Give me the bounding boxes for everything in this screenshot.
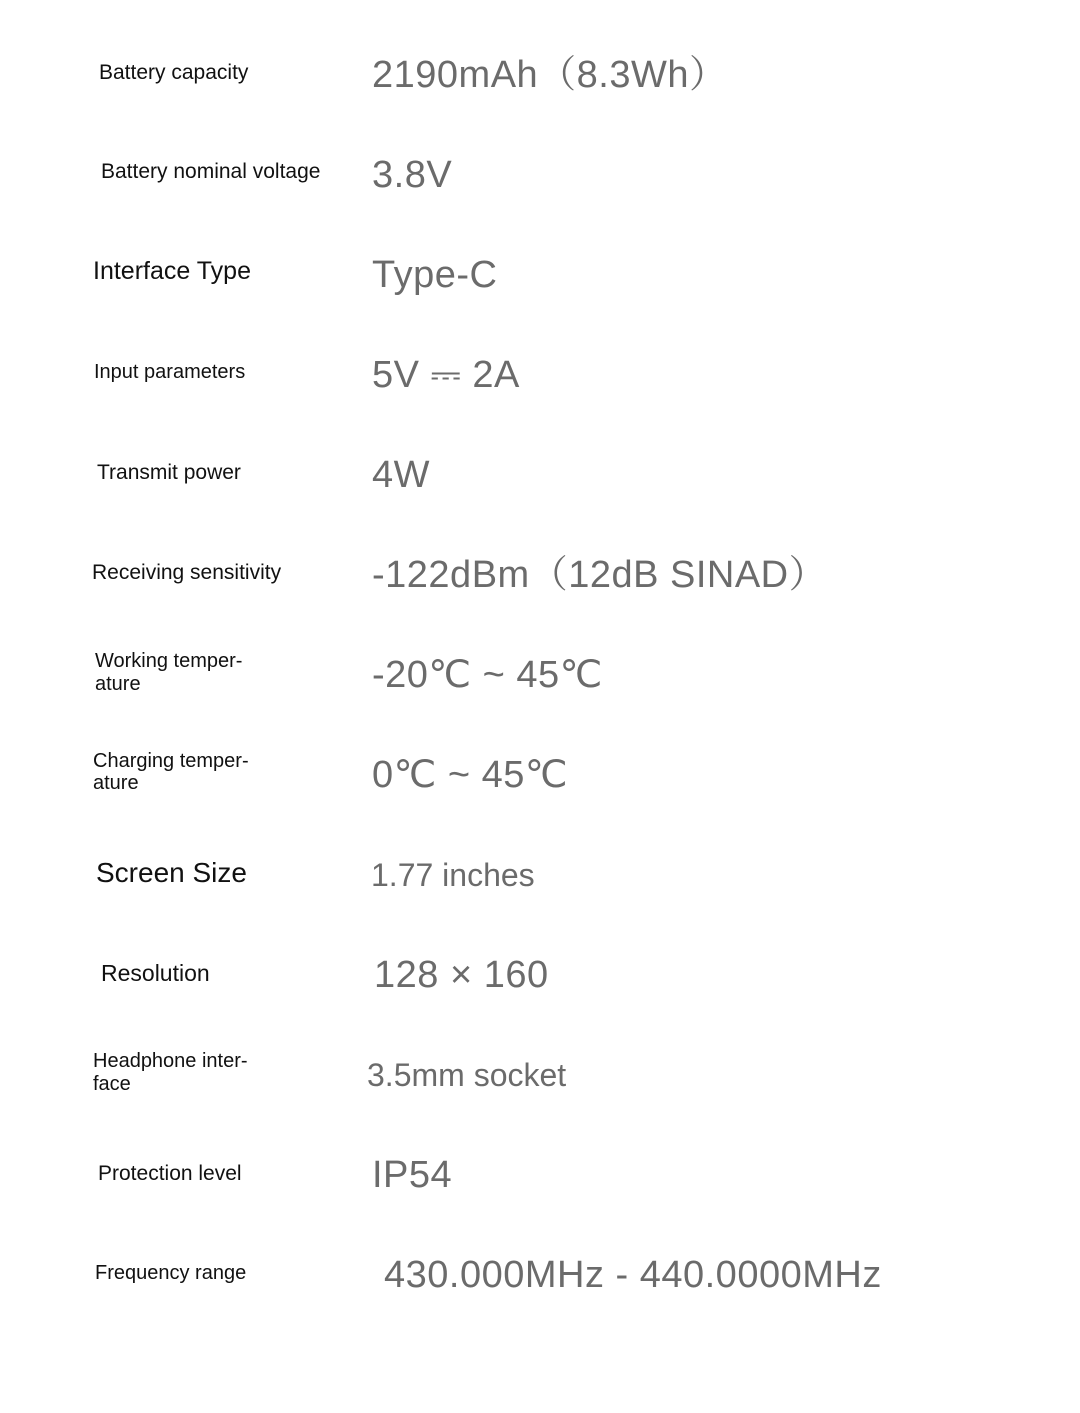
spec-label: Resolution xyxy=(101,960,210,986)
spec-label: Receiving sensitivity xyxy=(92,561,282,584)
spec-label: Frequency range xyxy=(95,1262,247,1284)
spec-row-interface-type xyxy=(0,222,1080,322)
spec-label: Input parameters xyxy=(94,361,246,383)
spec-row-receiving-sensitivity xyxy=(0,522,1080,622)
spec-label: Battery capacity xyxy=(99,61,249,84)
spec-label: ature xyxy=(93,772,139,794)
spec-label: Transmit power xyxy=(97,461,241,484)
spec-value: 1.77 inches xyxy=(371,857,535,893)
spec-row-input-parameters xyxy=(0,322,1080,422)
spec-value: 4W xyxy=(372,454,430,496)
spec-row-protection-level xyxy=(0,1122,1080,1222)
spec-label: Screen Size xyxy=(96,857,247,888)
spec-row-working-temperature xyxy=(0,622,1080,722)
spec-row-transmit-power xyxy=(0,422,1080,522)
spec-label: Battery nominal voltage xyxy=(101,160,321,183)
spec-row-frequency-range xyxy=(0,1222,1080,1322)
spec-row-battery-capacity xyxy=(0,22,1080,122)
spec-value: Type-C xyxy=(372,254,498,296)
spec-value: 128 × 160 xyxy=(374,954,549,996)
spec-value: -20℃ ~ 45℃ xyxy=(372,654,603,696)
spec-row-resolution xyxy=(0,922,1080,1022)
spec-row-screen-size xyxy=(0,822,1080,922)
spec-label: Charging temper- xyxy=(93,750,249,772)
spec-label: Headphone inter- xyxy=(93,1050,248,1072)
spec-label: Interface Type xyxy=(93,257,251,285)
spec-row-headphone-interface xyxy=(0,1022,1080,1122)
spec-value: 5V ⎓ 2A xyxy=(372,354,520,396)
spec-value: 2190mAh（8.3Wh） xyxy=(372,54,728,96)
spec-label: face xyxy=(93,1073,131,1095)
spec-label: Working temper- xyxy=(95,650,243,672)
spec-value: IP54 xyxy=(372,1154,453,1196)
spec-value: -122dBm（12dB SINAD） xyxy=(372,554,828,596)
spec-row-charging-temperature xyxy=(0,722,1080,822)
spec-value: 430.000MHz - 440.0000MHz xyxy=(384,1254,882,1296)
spec-value: 3.8V xyxy=(372,154,453,196)
spec-row-battery-voltage xyxy=(0,122,1080,222)
spec-value: 3.5mm socket xyxy=(367,1057,567,1093)
spec-value: 0℃ ~ 45℃ xyxy=(372,754,569,796)
spec-label: Protection level xyxy=(98,1162,242,1185)
spec-label: ature xyxy=(95,673,141,695)
